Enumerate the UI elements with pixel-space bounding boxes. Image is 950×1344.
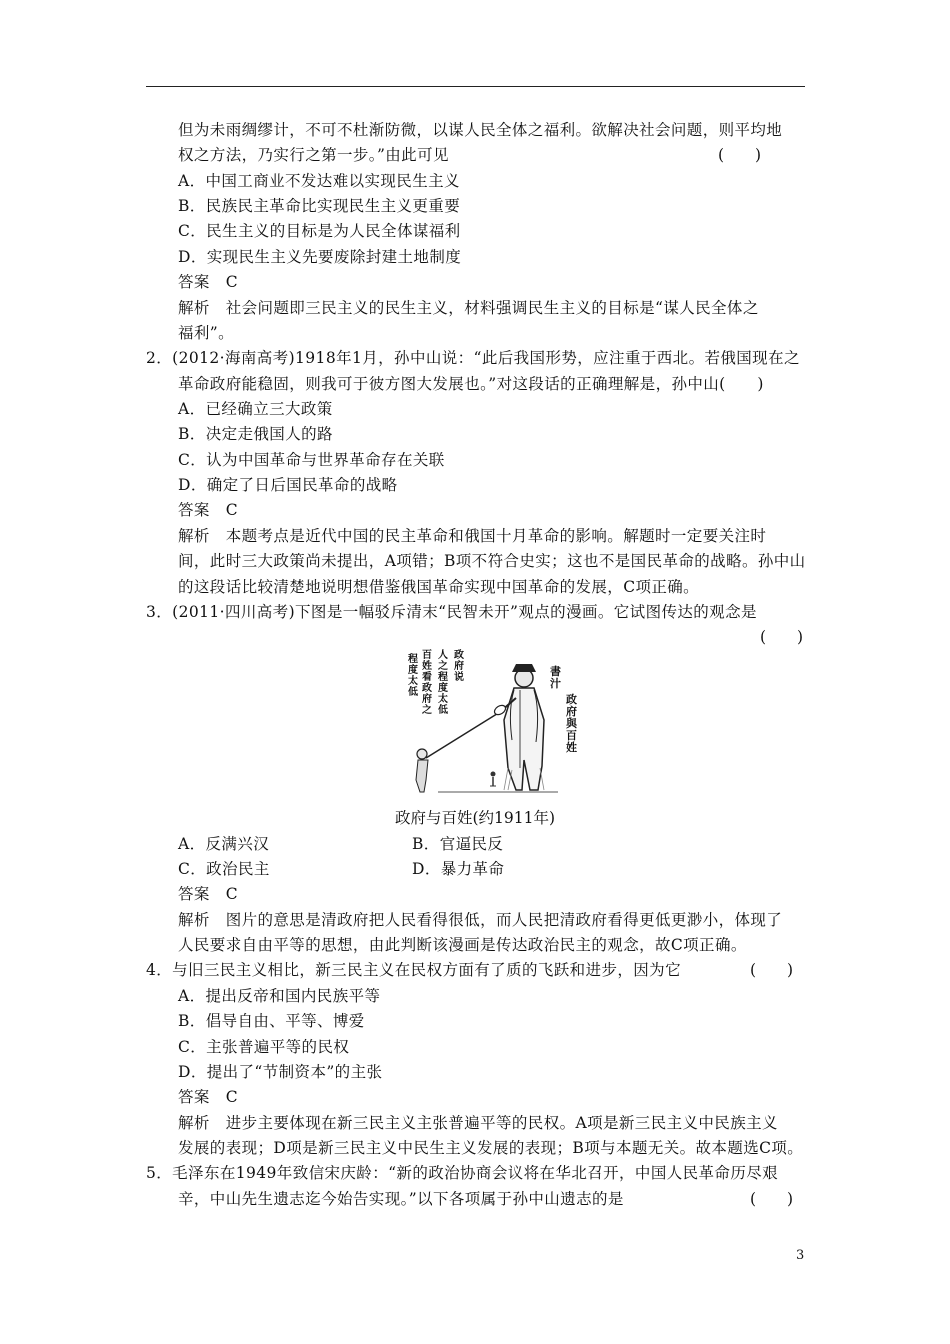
q4-analysis-line-2: 发展的表现；D项是新三民主义中民生主义发展的表现；B项与本题无关。故本题选C项。 <box>178 1139 804 1157</box>
q2-answer: 答案 C <box>178 501 238 519</box>
q1-stem-line-2: 权之方法，乃实行之第一步。”由此可见 <box>178 146 449 164</box>
q1-analysis-line-1: 解析 社会问题即三民主义的民生主义，材料强调民生主义的目标是“谋人民全体之 <box>178 299 759 317</box>
q2-stem-line-1: 2．(2012·海南高考)1918年1月，孙中山说：“此后我国形势，应注重于西北。若俄国现在之 <box>146 349 800 367</box>
cartoon-label-left-1: 程度太低 <box>408 654 418 698</box>
q4-option-d: D．提出了“节制资本”的主张 <box>178 1063 383 1081</box>
q2-option-b: B．决定走俄国人的路 <box>178 425 333 443</box>
q5-answer-blank: ( ) <box>750 1190 794 1208</box>
q2-option-d: D．确定了日后国民革命的战略 <box>178 476 398 494</box>
q4-stem: 4．与旧三民主义相比，新三民主义在民权方面有了质的飞跃和进步，因为它 <box>146 961 681 979</box>
q3-analysis-line-2: 人民要求自由平等的思想，由此判断该漫画是传达政治民主的观念，故C项正确。 <box>178 936 747 954</box>
q3-option-b: B．官逼民反 <box>412 835 504 853</box>
q4-option-c: C．主张普遍平等的民权 <box>178 1038 350 1056</box>
q3-option-d: D．暴力革命 <box>412 860 505 878</box>
cartoon-figure <box>408 650 580 798</box>
q2-analysis-line-2: 间，此时三大政策尚未提出，A项错；B项不符合史实；这也不是国民革命的战略。孙中山 <box>178 552 806 570</box>
q4-analysis-line-1: 解析 进步主要体现在新三民主义主张普遍平等的民权。A项是新三民主义中民族主义 <box>178 1114 778 1132</box>
q1-answer-blank: ( ) <box>718 146 762 164</box>
q1-answer: 答案 C <box>178 273 238 291</box>
cartoon-label-left-4: 政府说 <box>454 650 464 683</box>
q5-stem-line-2: 辛，中山先生遗志迄今始告实现。”以下各项属于孙中山遗志的是 <box>178 1190 624 1208</box>
cartoon-label-right-1: 書汁 <box>550 665 561 690</box>
q3-answer-blank: ( ) <box>760 628 804 646</box>
q4-answer: 答案 C <box>178 1088 238 1106</box>
q1-option-d: D．实现民生主义先要废除封建土地制度 <box>178 248 462 266</box>
q2-option-a: A．已经确立三大政策 <box>178 400 333 418</box>
q1-option-b: B．民族民主革命比实现民生主义更重要 <box>178 197 461 215</box>
q4-option-b: B．倡导自由、平等、博爱 <box>178 1012 365 1030</box>
q5-stem-line-1: 5．毛泽东在1949年致信宋庆龄：“新的政治协商会议将在华北召开，中国人民革命历尽艰 <box>146 1164 779 1182</box>
cartoon-label-left-2: 百姓看政府之 <box>422 650 432 716</box>
figure-caption: 政府与百姓(约1911年) <box>394 809 556 827</box>
cartoon-label-left-3: 人之程度太低 <box>438 650 448 716</box>
q1-option-c: C．民生主义的目标是为人民全体谋福利 <box>178 222 461 240</box>
q1-analysis-line-2: 福利”。 <box>178 324 235 342</box>
q3-option-a: A．反满兴汉 <box>178 835 270 853</box>
q1-stem-line-1: 但为未雨绸缪计，不可不杜渐防微，以谋人民全体之福利。欲解决社会问题，则平均地 <box>178 121 783 139</box>
q3-option-c: C．政治民主 <box>178 860 270 878</box>
q2-analysis-line-3: 的这段话比较清楚地说明想借鉴俄国革命实现中国革命的发展，C项正确。 <box>178 578 700 596</box>
q2-option-c: C．认为中国革命与世界革命存在关联 <box>178 451 445 469</box>
q3-analysis-line-1: 解析 图片的意思是清政府把人民看得很低，而人民把清政府看得更低更渺小，体现了 <box>178 911 783 929</box>
q3-stem: 3．(2011·四川高考)下图是一幅驳斥清末“民智未开”观点的漫画。它试图传达的观念是 <box>146 603 757 621</box>
q1-option-a: A．中国工商业不发达难以实现民生主义 <box>178 172 460 190</box>
q2-analysis-line-1: 解析 本题考点是近代中国的民主革命和俄国十月革命的影响。解题时一定要关注时 <box>178 527 767 545</box>
q3-answer: 答案 C <box>178 885 238 903</box>
q4-option-a: A．提出反帝和国内民族平等 <box>178 987 381 1005</box>
q2-stem-line-2: 革命政府能稳固，则我可于彼方图大发展也。”对这段话的正确理解是，孙中山( ) <box>178 375 764 393</box>
header-rule <box>146 86 805 87</box>
cartoon-label-right-2: 政府與百姓 <box>566 693 577 754</box>
q4-answer-blank: ( ) <box>750 961 794 979</box>
page-number: 3 <box>796 1248 805 1263</box>
